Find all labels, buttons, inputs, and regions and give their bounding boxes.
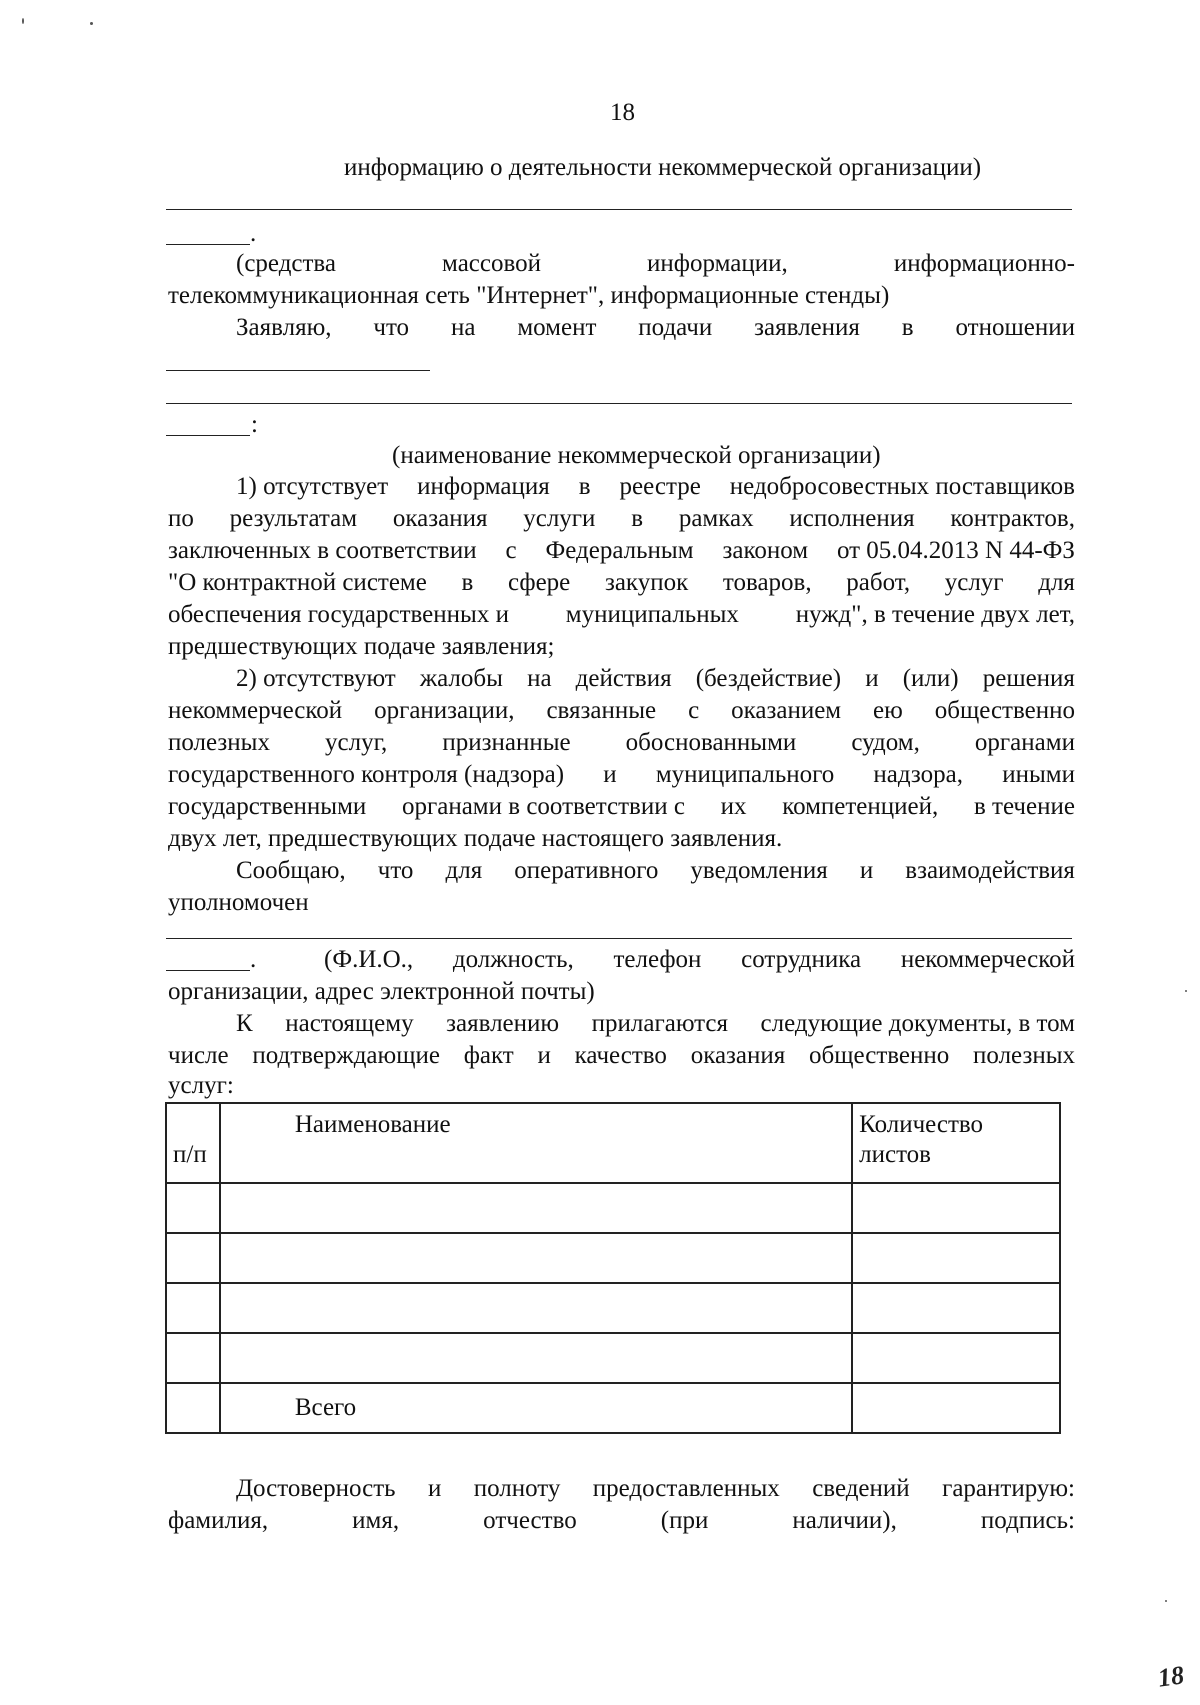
col-header-name [220, 1103, 852, 1183]
word: полезных [973, 1042, 1075, 1069]
word: государственными [168, 793, 367, 820]
word: и [859, 857, 874, 884]
item1-line5 [168, 599, 1075, 631]
word: уведомления [690, 857, 828, 884]
word: (Ф.И.О., [324, 946, 414, 973]
word: иными [1002, 761, 1075, 788]
table-row [166, 1333, 1060, 1383]
top-line-text: информацию о деятельности некоммерческой организации) [344, 154, 982, 181]
word: полезных [168, 729, 270, 756]
word: и [537, 1042, 551, 1069]
table-cell[interactable] [220, 1183, 852, 1233]
word: (средства [236, 250, 336, 277]
attach-line3: услуг: [168, 1072, 234, 1099]
table-cell[interactable] [852, 1233, 1060, 1283]
inform-line1 [168, 855, 1075, 887]
word: должность, [452, 946, 574, 973]
word: некоммерческой [168, 697, 343, 724]
table-cell[interactable] [166, 1183, 220, 1233]
col-header-num-text: п/п [173, 1141, 207, 1168]
table-cell[interactable] [166, 1383, 220, 1433]
guarantee-line1 [168, 1473, 1075, 1505]
word: по [168, 505, 194, 532]
word: оказания [392, 505, 488, 532]
word: факт [463, 1042, 514, 1069]
table-cell[interactable] [852, 1333, 1060, 1383]
line-end-mark: : [251, 411, 258, 438]
word: заключенных в соответствии [168, 537, 477, 564]
word: действия [575, 665, 672, 692]
word: надзора, [873, 761, 963, 788]
word: услуг [944, 569, 1004, 596]
word: (при [660, 1507, 709, 1534]
word: ею [873, 697, 903, 724]
item2-line5 [168, 791, 1075, 823]
sources-caption-line2: телекоммуникационная сеть "Интернет", информационные стенды) [168, 282, 890, 309]
word: оказания [690, 1042, 786, 1069]
word: в [901, 314, 914, 341]
word: признанные [442, 729, 571, 756]
word: органами в соответствии с [401, 793, 685, 820]
word: массовой [442, 250, 541, 277]
word: с [688, 697, 700, 724]
guarantee-line2 [168, 1505, 1075, 1537]
word: услуг, [325, 729, 388, 756]
table-cell[interactable] [852, 1183, 1060, 1233]
word: недобросовестных поставщиков [729, 473, 1075, 500]
item2-line3 [168, 727, 1075, 759]
total-label: Всего [294, 1394, 357, 1421]
word: для [1038, 569, 1075, 596]
word: жалобы [419, 665, 503, 692]
scan-speck [22, 18, 24, 24]
word: телефон [613, 946, 702, 973]
sources-caption-line1 [168, 248, 1075, 280]
word: обоснованными [625, 729, 797, 756]
word: закупок [604, 569, 689, 596]
word: общественно [934, 697, 1075, 724]
table-total-row [166, 1383, 1060, 1433]
item2-line4 [168, 759, 1075, 791]
word: рамках [678, 505, 754, 532]
word: их [720, 793, 747, 820]
word: К [236, 1010, 253, 1037]
word: работ, [846, 569, 911, 596]
item1-line1 [168, 471, 1075, 503]
item1-last-line: предшествующих подаче заявления; [168, 633, 555, 660]
word: государственного контроля (надзора) [168, 761, 565, 788]
word: решения [982, 665, 1075, 692]
word: контрактов, [950, 505, 1075, 532]
word: нужд", в течение двух лет, [795, 601, 1075, 628]
word: в [461, 569, 474, 596]
word: обеспечения государственных и [168, 601, 509, 628]
word: имя, [352, 1507, 400, 1534]
table-cell[interactable] [220, 1283, 852, 1333]
word: судом, [851, 729, 920, 756]
item1-line3 [168, 535, 1075, 567]
word: компетенцией, [782, 793, 939, 820]
word: информационно- [893, 250, 1075, 277]
word: Достоверность [236, 1475, 396, 1502]
table-cell[interactable] [166, 1333, 220, 1383]
word: 2) отсутствуют [236, 665, 396, 692]
blank-line-short [166, 244, 250, 245]
item1-line4 [168, 567, 1075, 599]
word: с [505, 537, 517, 564]
blank-line-short [166, 370, 430, 371]
table-row [166, 1183, 1060, 1233]
word: связанные [546, 697, 657, 724]
word: в [631, 505, 644, 532]
word: органами [974, 729, 1075, 756]
word: гарантирую: [942, 1475, 1075, 1502]
word: что [373, 314, 410, 341]
word: информация [417, 473, 550, 500]
word: наличии), [792, 1507, 897, 1534]
word: полноту [473, 1475, 561, 1502]
word: прилагаются [591, 1010, 728, 1037]
total-label-cell [220, 1383, 852, 1433]
declare-line [168, 312, 1075, 344]
blank-line [166, 938, 1072, 939]
line-end-mark: . [250, 946, 257, 973]
word: Заявляю, [236, 314, 332, 341]
contact-caption-line1 [168, 944, 1075, 976]
attach-line2 [168, 1040, 1075, 1072]
col-header-qty-text: Количество листов [859, 1111, 984, 1168]
word: что [377, 857, 414, 884]
table-row [166, 1233, 1060, 1283]
blank-line [166, 403, 1072, 404]
col-header-name-text: Наименование [294, 1111, 451, 1138]
inform-line2: уполномочен [168, 889, 309, 916]
word: подтверждающие [252, 1042, 440, 1069]
word: следующие документы, в том [760, 1010, 1075, 1037]
word: момент [517, 314, 597, 341]
word: настоящему [285, 1010, 414, 1037]
word: качество [574, 1042, 667, 1069]
word: отчество [483, 1507, 577, 1534]
blank-line-short [166, 435, 250, 436]
table-cell[interactable] [220, 1333, 852, 1383]
word: муниципального [655, 761, 835, 788]
word: "О контрактной системе [168, 569, 427, 596]
word: исполнения [789, 505, 915, 532]
blank-line [166, 209, 1072, 210]
word: взаимодействия [905, 857, 1075, 884]
page-number: 18 [610, 99, 635, 126]
word: реестре [619, 473, 701, 500]
word: и [427, 1475, 442, 1502]
total-qty-cell[interactable] [852, 1383, 1060, 1433]
line-end-mark: . [250, 220, 257, 247]
item1-line2 [168, 503, 1075, 535]
table-cell[interactable] [166, 1283, 220, 1333]
word: сфере [507, 569, 571, 596]
word: результатам [229, 505, 358, 532]
word: подачи [638, 314, 713, 341]
word: заявлению [446, 1010, 560, 1037]
word: на [527, 665, 552, 692]
word: для [445, 857, 483, 884]
word: сведений [812, 1475, 910, 1502]
word: муниципальных [565, 601, 739, 628]
scan-speck [1165, 1600, 1167, 1602]
contact-caption-line2: организации, адрес электронной почты) [168, 978, 595, 1005]
item2-last-line: двух лет, предшествующих подаче настоящего заявления. [168, 825, 783, 852]
word: некоммерческой [900, 946, 1075, 973]
word: Сообщаю, [236, 857, 346, 884]
word: (бездействие) [695, 665, 842, 692]
table-row [166, 1283, 1060, 1333]
word: информации, [647, 250, 788, 277]
table-header-row [166, 1103, 1060, 1183]
col-header-qty [852, 1103, 1060, 1183]
word: оперативного [514, 857, 659, 884]
word: общественно [809, 1042, 950, 1069]
table-cell[interactable] [166, 1233, 220, 1283]
word: услуги [523, 505, 596, 532]
word: предоставленных [592, 1475, 780, 1502]
word: и [865, 665, 879, 692]
documents-table [165, 1102, 1061, 1434]
item2-line2 [168, 695, 1075, 727]
word: подпись: [980, 1507, 1075, 1534]
word: в [578, 473, 591, 500]
word: (или) [902, 665, 959, 692]
word: фамилия, [168, 1507, 269, 1534]
table-cell[interactable] [220, 1233, 852, 1283]
word: организации, [374, 697, 515, 724]
word: на [450, 314, 476, 341]
word: заявления [754, 314, 860, 341]
word: числе [168, 1042, 229, 1069]
scan-speck [90, 22, 93, 25]
word: отношении [955, 314, 1075, 341]
word: 1) отсутствует [236, 473, 389, 500]
word: Федеральным [545, 537, 694, 564]
col-header-num [166, 1103, 220, 1183]
handwritten-page-mark: 18 [1156, 1660, 1186, 1693]
word: товаров, [722, 569, 812, 596]
item2-line1 [168, 663, 1075, 695]
table-cell[interactable] [852, 1283, 1060, 1333]
word: сотрудника [741, 946, 862, 973]
word: оказанием [731, 697, 842, 724]
word: в течение [973, 793, 1075, 820]
word: и [603, 761, 617, 788]
org-name-caption: (наименование некоммерческой организации) [392, 442, 881, 469]
word: от 05.04.2013 N 44-ФЗ [836, 537, 1075, 564]
attach-line1 [168, 1008, 1075, 1040]
word: законом [722, 537, 809, 564]
scan-speck [1185, 990, 1187, 992]
